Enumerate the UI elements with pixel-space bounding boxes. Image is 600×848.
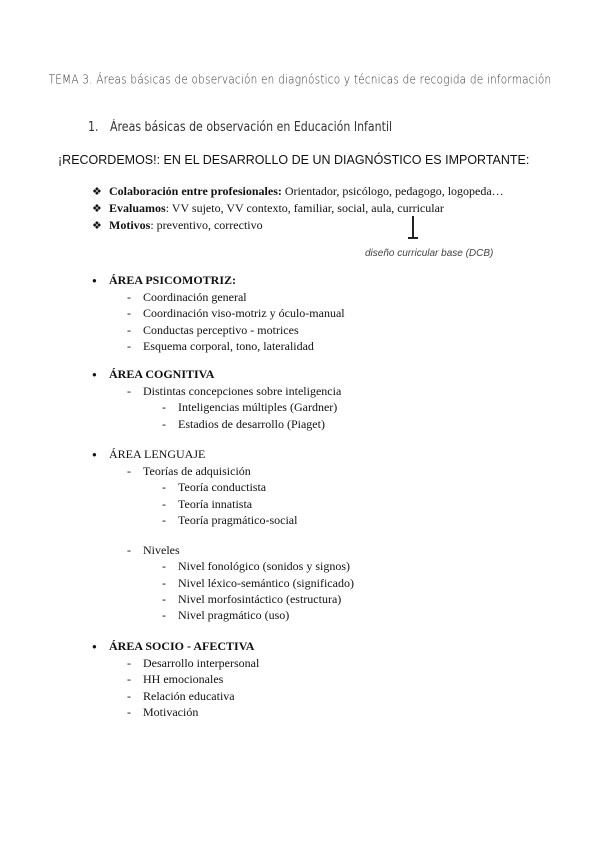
list-item xyxy=(92,289,345,305)
sub-list-item xyxy=(92,512,354,528)
bullet-dot-icon: ● xyxy=(92,276,97,285)
bullet-dot-icon: ● xyxy=(92,450,97,459)
list-item xyxy=(92,688,259,704)
sub-list-item-text: Nivel léxico-semántico (significado) xyxy=(178,575,354,590)
area-heading xyxy=(92,638,259,655)
dash-bullet: - xyxy=(162,575,166,590)
sub-list-item-text: Teoría innatista xyxy=(178,496,253,511)
area-heading-label: ÁREA PSICOMOTRIZ: xyxy=(109,273,237,287)
sub-list-item-text: Inteligencias múltiples (Gardner) xyxy=(178,400,338,415)
list-item-text: Niveles xyxy=(143,543,180,558)
section-number: 1. xyxy=(88,119,99,135)
area-heading xyxy=(92,366,341,383)
sub-list-item-text: Teoría conductista xyxy=(178,480,267,495)
dash-bullet: - xyxy=(127,704,131,719)
list-item xyxy=(92,305,345,321)
list-item-text: HH emocionales xyxy=(143,672,224,687)
key-point-text: Orientador, psicólogo, pedagogo, logopeda… xyxy=(281,184,504,198)
key-point xyxy=(92,183,504,200)
key-point-text: : VV sujeto, VV contexto, familiar, social, aula, curricular xyxy=(165,201,444,215)
sub-list-item xyxy=(92,558,354,574)
key-point-label: Colaboración entre profesionales: xyxy=(109,184,282,198)
list-item-text: Motivación xyxy=(143,704,199,719)
handwritten-note: diseño curricular base (DCB) xyxy=(365,248,494,259)
dash-bullet: - xyxy=(162,496,166,511)
dash-bullet: - xyxy=(127,464,131,478)
sub-list-item xyxy=(92,496,354,512)
area-socio-afectiva xyxy=(92,638,259,720)
dash-bullet: - xyxy=(127,290,131,304)
list-item xyxy=(92,383,341,399)
dash-bullet: - xyxy=(162,400,166,415)
dash-bullet: - xyxy=(127,656,131,670)
bullet-dot-icon: ● xyxy=(92,642,97,651)
list-item xyxy=(92,463,354,479)
dash-bullet: - xyxy=(127,672,131,687)
area-lenguaje xyxy=(92,446,354,624)
dash-bullet: - xyxy=(127,384,131,398)
dash-bullet: - xyxy=(162,608,166,623)
key-point-text: : preventivo, correctivo xyxy=(150,218,263,232)
list-item xyxy=(92,338,345,354)
diamond-bullet-icon: ❖ xyxy=(92,220,102,232)
sub-list-item xyxy=(92,479,354,495)
list-item-text: Coordinación general xyxy=(143,290,247,304)
dash-bullet: - xyxy=(127,322,131,337)
list-item-text: Esquema corporal, tono, lateralidad xyxy=(143,338,314,353)
area-heading-label: ÁREA LENGUAJE xyxy=(109,447,206,461)
intro-text: ¡RECORDEMOS!: EN EL DESARROLLO DE UN DIAGNÓSTICO ES IMPORTANTE: xyxy=(58,153,530,167)
document-title: TEMA 3. Áreas básicas de observación en diagnóstico y técnicas de recogida de información xyxy=(48,72,552,88)
dash-bullet: - xyxy=(127,306,131,321)
list-item xyxy=(92,704,259,720)
diamond-bullet-icon: ❖ xyxy=(92,203,102,215)
list-item-text: Distintas concepciones sobre inteligencia xyxy=(143,384,342,398)
list-item-text: Teorías de adquisición xyxy=(143,464,251,478)
area-psicomotriz xyxy=(92,272,345,354)
area-heading-label: ÁREA COGNITIVA xyxy=(109,367,215,381)
list-item xyxy=(92,322,345,338)
dash-bullet: - xyxy=(162,480,166,495)
dash-bullet: - xyxy=(162,416,166,431)
sub-list-item-text: Nivel fonológico (sonidos y signos) xyxy=(178,559,350,574)
dash-bullet: - xyxy=(162,559,166,574)
list-item-text: Coordinación viso-motriz y óculo-manual xyxy=(143,306,345,321)
diamond-bullet-icon: ❖ xyxy=(92,186,102,198)
sub-list-item xyxy=(92,591,354,607)
sub-list-item-text: Nivel morfosintáctico (estructura) xyxy=(178,592,342,607)
sub-list-item xyxy=(92,575,354,591)
list-item xyxy=(92,671,259,687)
sub-list-item xyxy=(92,607,354,623)
list-item-text: Desarrollo interpersonal xyxy=(143,656,260,670)
area-heading-label: ÁREA SOCIO - AFECTIVA xyxy=(109,639,255,653)
sub-list-item xyxy=(92,399,341,415)
dash-bullet: - xyxy=(127,338,131,353)
section-label: Áreas básicas de observación en Educación Infantil xyxy=(110,119,393,135)
key-points-list xyxy=(92,183,504,234)
key-point xyxy=(92,200,504,217)
dash-bullet: - xyxy=(127,688,131,703)
key-point-label: Evaluamos xyxy=(109,201,166,215)
sub-list-item-text: Nivel pragmático (uso) xyxy=(178,608,290,623)
list-item-text: Conductas perceptivo - motrices xyxy=(143,322,299,337)
sub-list-item xyxy=(92,416,341,432)
down-arrow-icon xyxy=(408,216,418,242)
area-heading xyxy=(92,272,345,289)
list-item xyxy=(92,542,354,558)
key-point-label: Motivos xyxy=(109,218,151,232)
list-item-text: Relación educativa xyxy=(143,688,235,703)
dash-bullet: - xyxy=(127,543,131,558)
area-cognitiva xyxy=(92,366,341,432)
section-heading xyxy=(88,119,392,135)
sub-list-item-text: Teoría pragmático-social xyxy=(178,512,298,527)
bullet-dot-icon: ● xyxy=(92,370,97,379)
list-item xyxy=(92,655,259,671)
key-point xyxy=(92,217,504,234)
dash-bullet: - xyxy=(162,592,166,607)
sub-list-item-text: Estadios de desarrollo (Piaget) xyxy=(178,416,325,431)
area-heading xyxy=(92,446,354,463)
dash-bullet: - xyxy=(162,512,166,527)
